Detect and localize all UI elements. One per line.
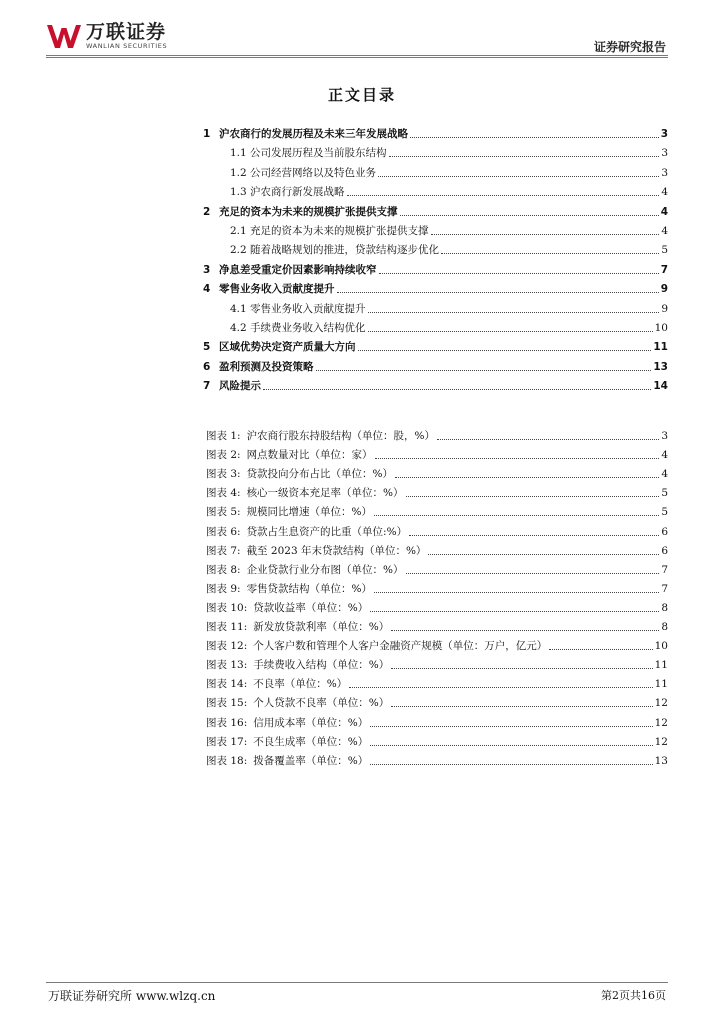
figure-entry-number: 图表 9: [206, 583, 241, 595]
dot-leader [431, 234, 660, 235]
toc-chapter-page: 11 [653, 341, 668, 353]
figure-entry-number: 图表 17: [206, 736, 248, 748]
toc-section-title: 手续费业务收入结构优化 [250, 322, 366, 334]
dot-leader [437, 439, 659, 440]
toc-section[interactable] [230, 318, 668, 335]
dot-leader [389, 156, 660, 157]
dot-leader [378, 176, 659, 177]
figure-entry[interactable] [206, 636, 668, 653]
figure-entry-title: 截至 2023 年末贷款结构（单位：%） [246, 545, 427, 557]
toc-section[interactable] [230, 299, 668, 316]
toc-section-title: 公司经营网络以及特色业务 [250, 167, 376, 179]
toc-chapter-number: 2 [203, 206, 211, 218]
dot-leader [337, 292, 659, 293]
figure-entry-title: 网点数量对比（单位：家） [246, 449, 373, 461]
figure-entry-title: 沪农商行股东持股结构（单位：股，%） [246, 430, 436, 442]
toc-chapter[interactable] [203, 279, 668, 296]
dot-leader [409, 535, 659, 536]
figure-entry-title: 手续费收入结构（单位：%） [253, 659, 390, 671]
figure-entry-page: 12 [654, 697, 668, 709]
dot-leader [316, 370, 652, 371]
toc-chapter-title: 风险提示 [219, 380, 261, 392]
dot-leader [395, 477, 659, 478]
dot-leader [406, 496, 660, 497]
toc-chapter[interactable] [203, 202, 668, 219]
toc-section-title: 公司发展历程及当前股东结构 [250, 147, 387, 159]
toc-section-number: 1.2 [230, 167, 247, 179]
toc-section-page: 3 [661, 147, 668, 159]
figure-entry[interactable] [206, 522, 668, 539]
figure-entry-page: 13 [654, 755, 668, 767]
footer-source: 万联证券研究所 www.wlzq.cn [48, 989, 216, 1003]
toc-chapter-page: 14 [653, 380, 668, 392]
dot-leader [370, 745, 652, 746]
toc-chapter-page: 3 [660, 128, 668, 140]
toc-chapter[interactable] [203, 337, 668, 354]
figure-entry-title: 不良生成率（单位：%） [253, 736, 369, 748]
toc-section-number: 4.2 [230, 322, 247, 334]
figure-entry[interactable] [206, 579, 668, 596]
toc-chapter[interactable] [203, 124, 668, 141]
toc-chapter-number: 1 [203, 128, 211, 140]
dot-leader [358, 350, 652, 351]
figure-entry-number: 图表 15: [206, 697, 248, 709]
toc-chapter-title: 盈利预测及投资策略 [219, 361, 314, 373]
toc-chapter-number: 5 [203, 341, 211, 353]
figure-entry-title: 新发放贷款利率（单位：%） [253, 621, 390, 633]
figure-entry[interactable] [206, 617, 668, 634]
toc-chapter-page: 7 [660, 264, 668, 276]
figure-entry-page: 12 [654, 736, 668, 748]
dot-leader [549, 649, 652, 650]
figure-entry[interactable] [206, 426, 668, 443]
toc-section-page: 10 [654, 322, 668, 334]
figure-entry-number: 图表 12: [206, 640, 248, 652]
wanlian-logo-icon [46, 22, 82, 50]
dot-leader [391, 668, 652, 669]
figure-entry-title: 拨备覆盖率（单位：%） [253, 755, 369, 767]
figure-entry[interactable] [206, 732, 668, 749]
figure-entry-number: 图表 10: [206, 602, 248, 614]
figure-entry-number: 图表 16: [206, 717, 248, 729]
figure-entry[interactable] [206, 541, 668, 558]
figure-entry-page: 10 [654, 640, 668, 652]
dot-leader [428, 554, 659, 555]
toc-chapter-page: 9 [660, 283, 668, 295]
figure-entry[interactable] [206, 674, 668, 691]
dot-leader [400, 215, 659, 216]
footer-divider [46, 982, 668, 983]
figure-entry-title: 贷款投向分布占比（单位：%） [246, 468, 394, 480]
dot-leader [374, 592, 659, 593]
toc-section-number: 1.1 [230, 147, 247, 159]
company-logo [46, 22, 167, 50]
toc-chapter-number: 6 [203, 361, 211, 373]
dot-leader [441, 253, 659, 254]
toc-chapter[interactable] [203, 357, 668, 374]
page-header [0, 0, 724, 60]
figure-entry-title: 贷款收益率（单位：%） [253, 602, 369, 614]
figure-entry-number: 图表 1: [206, 430, 241, 442]
toc-section-number: 2.2 [230, 244, 247, 256]
figure-entry-title: 零售贷款结构（单位：%） [246, 583, 373, 595]
toc-section-number: 4.1 [230, 303, 247, 315]
figure-entry-page: 4 [661, 468, 668, 480]
figure-entry-page: 12 [654, 717, 668, 729]
figure-entry[interactable] [206, 693, 668, 710]
toc-section-title: 充足的资本为未来的规模扩张提供支撑 [250, 225, 429, 237]
toc-section[interactable] [230, 240, 668, 257]
toc-chapter-title: 净息差受重定价因素影响持续收窄 [219, 264, 377, 276]
toc-section[interactable] [230, 221, 668, 238]
dot-leader [370, 726, 652, 727]
figure-entry-page: 8 [661, 621, 668, 633]
figure-entry[interactable] [206, 560, 668, 577]
dot-leader [391, 630, 659, 631]
toc-section[interactable] [230, 182, 668, 199]
toc-section-title: 沪农商行新发展战略 [250, 186, 345, 198]
figure-entry-page: 6 [661, 545, 668, 557]
figure-entry[interactable] [206, 483, 668, 500]
toc-chapter-title: 沪农商行的发展历程及未来三年发展战略 [219, 128, 408, 140]
toc-chapter-title: 零售业务收入贡献度提升 [219, 283, 335, 295]
toc-title: 正文目录 [327, 86, 396, 104]
logo-company-name: 万联证券 [86, 21, 167, 43]
figure-entry[interactable] [206, 655, 668, 672]
report-type-label: 证券研究报告 [593, 40, 666, 54]
dot-leader [406, 573, 660, 574]
toc-chapter-number: 3 [203, 264, 211, 276]
toc-chapter[interactable] [203, 376, 668, 393]
figure-entry-title: 信用成本率（单位：%） [253, 717, 369, 729]
dot-leader [263, 389, 651, 390]
figure-entry-page: 4 [661, 449, 668, 461]
dot-leader [374, 515, 659, 516]
header-divider [46, 55, 668, 58]
toc-chapter-title: 充足的资本为未来的规模扩张提供支撑 [219, 206, 398, 218]
figure-entry-page: 5 [661, 487, 668, 499]
figure-entry-page: 11 [654, 678, 668, 690]
toc-section-page: 3 [661, 167, 668, 179]
figure-entry[interactable] [206, 598, 668, 615]
figure-entry-page: 3 [661, 430, 668, 442]
figure-entry-number: 图表 3: [206, 468, 241, 480]
figure-entry-number: 图表 11: [206, 621, 248, 633]
toc-section-number: 2.1 [230, 225, 247, 237]
toc-chapter[interactable] [203, 260, 668, 277]
figure-entry-number: 图表 14: [206, 678, 248, 690]
figure-entry-title: 个人客户数和管理个人客户金融资产规模（单位：万户，亿元） [253, 640, 548, 652]
figure-entry-number: 图表 4: [206, 487, 241, 499]
dot-leader [368, 331, 653, 332]
dot-leader [347, 195, 660, 196]
dot-leader [379, 273, 659, 274]
toc-chapter-title: 区域优势决定资产质量大方向 [219, 341, 356, 353]
figure-entry[interactable] [206, 713, 668, 730]
figure-entry-page: 7 [661, 564, 668, 576]
logo-company-name-en: WANLIAN SECURITIES [86, 42, 168, 50]
dot-leader [391, 706, 652, 707]
toc-section-page: 5 [661, 244, 668, 256]
figure-entry-page: 6 [661, 526, 668, 538]
figure-entry-title: 不良率（单位：%） [253, 678, 348, 690]
figure-entry-title: 规模同比增速（单位：%） [246, 506, 373, 518]
figure-entry[interactable] [206, 751, 668, 768]
figure-entry-page: 8 [661, 602, 668, 614]
figure-entry-title: 企业贷款行业分布图（单位：%） [246, 564, 404, 576]
figure-entry-page: 5 [661, 506, 668, 518]
toc-section-title: 随着战略规划的推进，贷款结构逐步优化 [250, 244, 439, 256]
figure-entry-number: 图表 8: [206, 564, 241, 576]
toc-chapter-number: 7 [203, 380, 211, 392]
figure-entry-number: 图表 2: [206, 449, 241, 461]
dot-leader [349, 687, 652, 688]
dot-leader [370, 611, 659, 612]
toc-section[interactable] [230, 143, 668, 160]
toc-section-page: 9 [661, 303, 668, 315]
toc-chapter-number: 4 [203, 283, 211, 295]
figure-entry-number: 图表 6: [206, 526, 241, 538]
figure-entry-number: 图表 18: [206, 755, 248, 767]
toc-section-title: 零售业务收入贡献度提升 [250, 303, 366, 315]
figure-entry-page: 11 [654, 659, 668, 671]
toc-chapter-page: 13 [653, 361, 668, 373]
figure-entry-title: 核心一级资本充足率（单位：%） [246, 487, 404, 499]
dot-leader [375, 458, 660, 459]
figure-entry-number: 图表 5: [206, 506, 241, 518]
toc-chapter-page: 4 [660, 206, 668, 218]
toc-section[interactable] [230, 163, 668, 180]
dot-leader [368, 312, 660, 313]
figure-entry[interactable] [206, 464, 668, 481]
toc-section-page: 4 [661, 225, 668, 237]
figure-entry[interactable] [206, 502, 668, 519]
toc-section-page: 4 [661, 186, 668, 198]
dot-leader [370, 764, 652, 765]
figure-entry-number: 图表 7: [206, 545, 241, 557]
figure-entry-page: 7 [661, 583, 668, 595]
figure-entry-number: 图表 13: [206, 659, 248, 671]
toc-section-number: 1.3 [230, 186, 247, 198]
page-number: 第2页共16页 [601, 989, 666, 1002]
figure-entry-title: 个人贷款不良率（单位：%） [253, 697, 390, 709]
figure-entry-title: 贷款占生息资产的比重（单位:%） [246, 526, 408, 538]
figure-entry[interactable] [206, 445, 668, 462]
dot-leader [410, 137, 659, 138]
